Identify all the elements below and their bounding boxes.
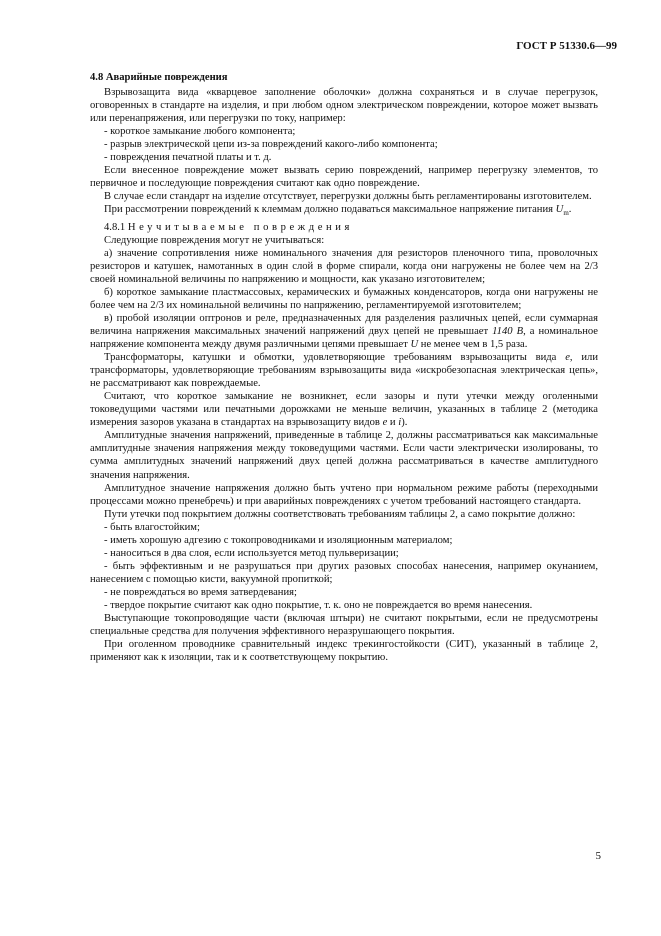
variable: U xyxy=(410,339,419,351)
subsection-title: Неучитываемые повреждения xyxy=(127,221,354,233)
paragraph: Пути утечки под покрытием должны соответствовать требованиям таблицы 2, а само покрытие должно: xyxy=(104,508,576,520)
paragraph: Следующие повреждения могут не учитываться: xyxy=(104,234,325,246)
document-id: ГОСТ Р 51330.6—99 xyxy=(516,40,617,52)
subsection-number: 4.8.1 xyxy=(104,221,126,233)
text-run: , или трансформаторы, удовлетворяющие требованиям взрывозащиты вида «искробезопасная электрическая цепь», не рассматривают как повреждаемые. xyxy=(90,352,598,390)
list-item: - не повреждаться во время затвердевания; xyxy=(104,586,297,598)
page-body xyxy=(90,71,598,664)
list-item: - наноситься в два слоя, если используется метод пульверизации; xyxy=(104,547,399,559)
paragraph: Амплитудные значения напряжений, приведенные в таблице 2, должны рассматриваться как максимальные амплитудные значения напряжения между токоведущими частями. Если части электрически изолированы, то сумма амплитудных значений напряжений двух цепей должна рассматриваться в качестве амплитудного значения напряжения. xyxy=(90,430,598,481)
variable: е xyxy=(565,352,570,364)
list-item: б) короткое замыкание пластмассовых, керамических и бумажных конденсаторов, когда они нагружены не более чем на 2/3 их номинальной величины по напряжению, регламентируемой изготовителем; xyxy=(90,286,598,311)
paragraph: В случае если стандарт на изделие отсутствует, перегрузки должны быть регламентированы изготовителем. xyxy=(104,191,592,203)
paragraph xyxy=(90,390,598,429)
paragraph: При оголенном проводнике сравнительный индекс трекингостойкости (СИТ), указанный в таблице 2, применяют как к изоляции, так и к соответствующему покрытию. xyxy=(90,639,598,664)
text-run: Считают, что короткое замыкание не возникнет, если зазоры и пути утечки между оголенными токоведущими частями или печатными дорожками не меньше величин, указанных в таблице 2 (методика измерения зазоров указана в стандартах на взрывозащиту видов xyxy=(90,391,598,429)
variable: е xyxy=(382,417,388,429)
voltage-value: 1140 В xyxy=(492,326,524,337)
variable: U xyxy=(555,204,564,216)
paragraph: Амплитудное значение напряжения должно быть учтено при нормальном режиме работы (переходными процессами можно пренебречь) и при аварийных повреждениях с учетом требований настоящего стандарта. xyxy=(90,482,598,507)
list-item: - иметь хорошую адгезию с токопроводниками и изоляционным материалом; xyxy=(104,534,453,546)
paragraph: Взрывозащита вида «кварцевое заполнение оболочки» должна сохраняться и в случае перегрузок, оговоренных в стандарте на изделия, и при любом одном электрическом повреждении, которое может вызвать или перенапряжения, или перегрузки по току, например: xyxy=(90,87,598,125)
paragraph xyxy=(90,351,598,390)
section-heading: 4.8 Аварийные повреждения xyxy=(90,72,228,83)
text-run: не менее чем в 1,5 раза. xyxy=(418,339,528,351)
list-item: - повреждения печатной платы и т. д. xyxy=(104,152,272,164)
list-item: а) значение сопротивления ниже номинального значения для резисторов пленочного типа, проволочных резисторов и катушек, намотанных в один слой в форме спирали, когда они нагружены не более чем на 2/3 своей номинальной величины по напряжению и мощности, как указано изготовителем; xyxy=(90,247,598,285)
list-item: - быть влагостойким; xyxy=(104,521,200,533)
text-run: ). xyxy=(401,417,408,429)
list-item: - разрыв электрической цепи из-за повреждений какого-либо компонента; xyxy=(104,139,438,151)
subscript: m xyxy=(563,209,569,218)
text-run: При рассмотрении повреждений к клеммам должно подаваться максимальное напряжение питания xyxy=(104,204,556,216)
page-number: 5 xyxy=(595,850,601,862)
list-item: - твердое покрытие считают как одно покрытие, т. к. оно не повреждается во время нанесения. xyxy=(104,599,533,611)
paragraph: Если внесенное повреждение может вызвать серию повреждений, например перегрузку элементов, то первичное и последующие повреждения считают как одно повреждение. xyxy=(90,165,598,190)
list-item: - быть эффективным и не разрушаться при других разовых способах нанесения, например окунанием, нанесением с помощью кисти, вакуумной пропиткой; xyxy=(90,560,598,585)
paragraph: Выступающие токопроводящие части (включая штыри) не считают покрытыми, если не предусмотрены специальные средства для получения эффективного неразрушающего покрытия. xyxy=(90,613,598,638)
list-item: - короткое замыкание любого компонента; xyxy=(104,126,296,138)
text-run: и xyxy=(387,417,399,429)
list-item xyxy=(90,312,598,351)
text-run: в) пробой изоляции оптронов и реле, предназначенных для разделения различных цепей, если суммарная величина напряжения максимальных значений напряжений двух цепей не превышает xyxy=(90,312,598,337)
text-run: . xyxy=(568,204,572,216)
variable: i xyxy=(398,417,402,429)
text-run: , а номинальное напряжение компонента между двумя различными цепями превышает xyxy=(90,326,598,351)
subsection-heading xyxy=(90,221,598,234)
text-run: Трансформаторы, катушки и обмотки, удовлетворяющие требованиям взрывозащиты вида xyxy=(104,352,566,364)
paragraph xyxy=(90,203,598,220)
